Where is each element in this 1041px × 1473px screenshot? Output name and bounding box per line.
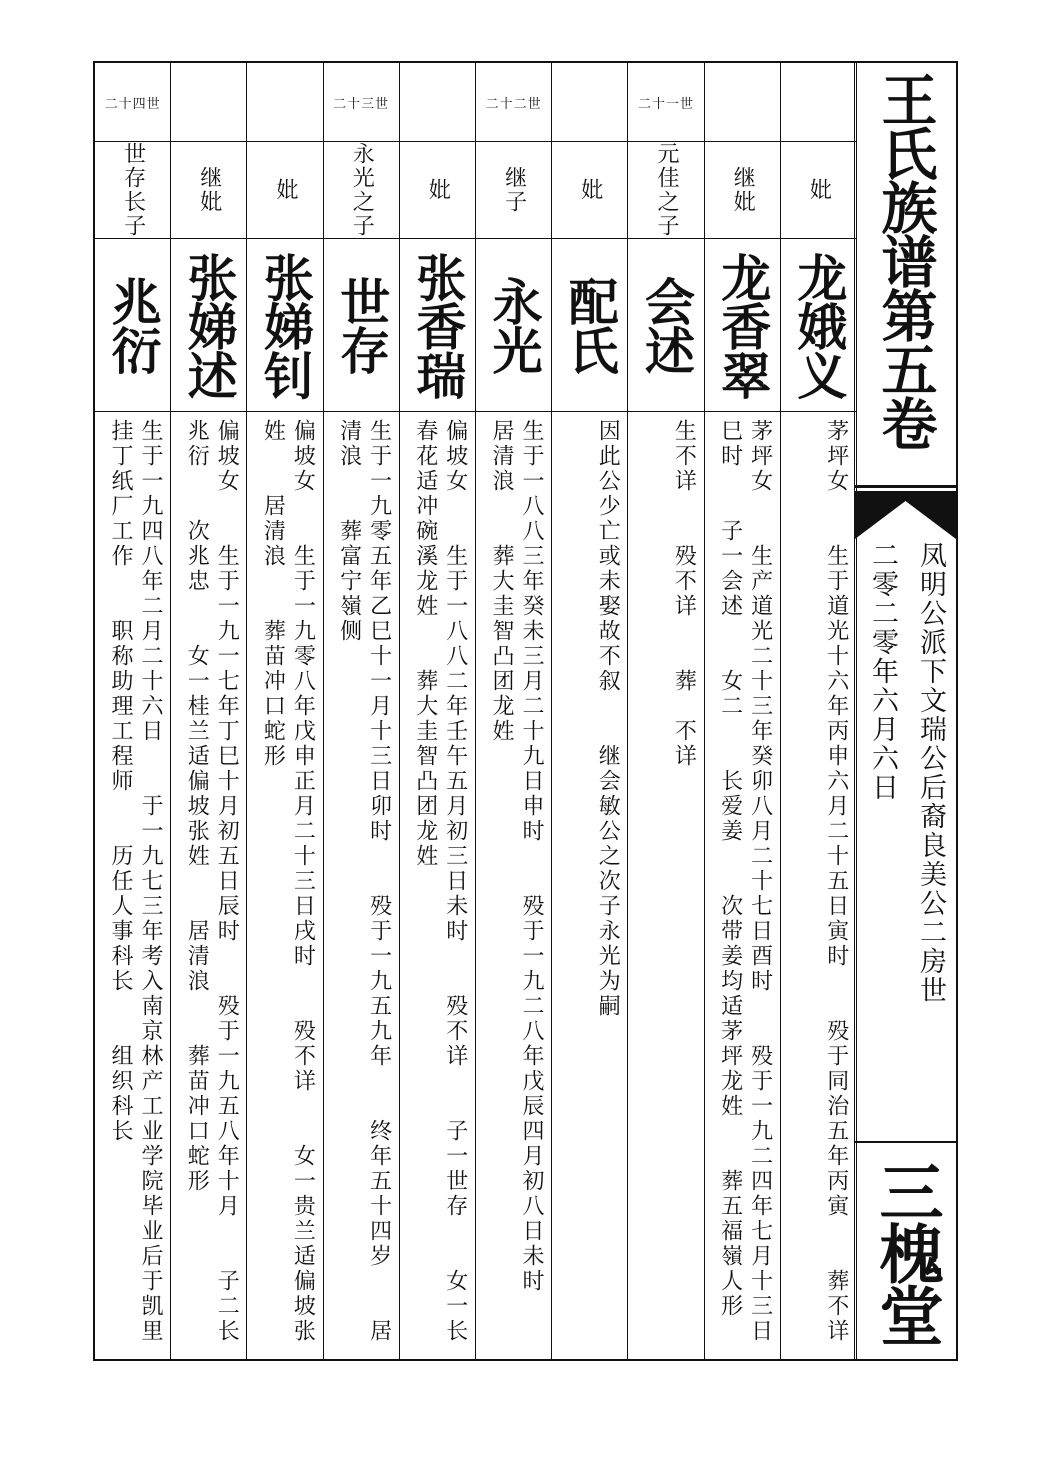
relation-label: 妣 <box>272 178 298 202</box>
generation-label <box>705 63 780 142</box>
relation-label: 继妣 <box>196 166 222 214</box>
biography-text: 茅坪女 生于道光十六年丙申六月二十五日寅时 殁于同治五年丙寅 葬不详 <box>823 419 849 1344</box>
person-name: 配氏 <box>560 276 620 374</box>
entry-column <box>552 63 628 1359</box>
biography-text: 生于一九零五年乙巳十一月十三日卯时 殁于一九五九年 终年五十四岁 居清浪 葬富宁嶺侧 <box>336 419 392 1344</box>
name-cell <box>476 239 551 412</box>
name-cell <box>400 239 475 412</box>
entry-column <box>171 63 247 1359</box>
relation-label: 世存长子 <box>120 142 146 238</box>
relation-cell <box>247 142 322 239</box>
relation-label: 永光之子 <box>349 142 375 238</box>
branch-lineage: 凤明公派下文瑞公后裔良美公二房世 <box>915 541 946 1005</box>
entry-column <box>400 63 476 1359</box>
name-cell <box>171 239 246 412</box>
person-name: 世存 <box>332 276 392 374</box>
relation-label: 妣 <box>425 178 451 202</box>
relation-cell <box>171 142 246 239</box>
relation-label: 元佳之子 <box>653 142 679 238</box>
person-name: 张娣述 <box>179 251 239 399</box>
compile-date: 二零二零年六月六日 <box>867 541 898 802</box>
relation-cell <box>476 142 551 239</box>
generation-label <box>247 63 322 142</box>
entry-column <box>781 63 857 1359</box>
hall-name <box>855 1143 956 1361</box>
title-sidebar <box>854 63 956 1359</box>
biography-text: 偏坡女 生于一八八二年壬午五月初三日未时 殁不详 子一世存 女一长春花适冲碗溪龙姓 葬大圭智凸团龙姓 <box>412 419 468 1344</box>
title-rule <box>855 485 956 488</box>
person-name: 龙香翠 <box>713 251 773 399</box>
relation-cell <box>95 142 170 239</box>
hall-name-text: 三槐堂 <box>868 1159 944 1345</box>
relation-cell <box>552 142 627 239</box>
entry-column <box>628 63 704 1359</box>
generation-label: 二十三世 <box>324 63 399 142</box>
relation-label: 继妣 <box>730 166 756 214</box>
biography-text: 偏坡女 生于一九一七年丁巳十月初五日辰时 殁于一九五八年十月 子二长兆衍 次兆忠 女一桂兰适偏坡张姓 居清浪 葬苗冲口蛇形 <box>184 419 240 1344</box>
name-cell <box>247 239 322 412</box>
name-cell <box>628 239 703 412</box>
entry-columns <box>95 63 857 1359</box>
name-cell <box>552 239 627 412</box>
biography-text: 因此公少亡或未娶故不叙 继会敏公之次子永光为嗣 <box>595 419 621 1019</box>
generation-label <box>781 63 856 142</box>
biography-text: 生于一八八三年癸未三月二十九日申时 殁于一九二八年戊辰四月初八日未时 居清浪 葬大圭智凸团龙姓 <box>489 419 544 1344</box>
volume-title-text: 王氏族谱第五卷 <box>872 71 939 449</box>
relation-label: 妣 <box>577 178 603 202</box>
genealogy-page <box>93 61 958 1361</box>
person-name: 永光 <box>484 276 544 374</box>
generation-label: 二十二世 <box>476 63 551 142</box>
entry-column <box>247 63 323 1359</box>
generation-label: 二十四世 <box>95 63 170 142</box>
generation-label <box>552 63 627 142</box>
generation-label <box>171 63 246 142</box>
entry-column <box>705 63 781 1359</box>
person-name: 兆衍 <box>103 276 163 374</box>
person-name: 会述 <box>636 276 696 374</box>
biography-text: 生于一九四八年二月二十六日 于一九七三年考入南京林产工业学院毕业后于凯里挂丁纸厂工作 职称助理工程师 历任人事科长 组织科长 <box>108 419 163 1344</box>
person-name: 张娣钊 <box>255 251 315 399</box>
relation-label: 妣 <box>806 178 832 202</box>
entry-column <box>95 63 171 1359</box>
name-cell <box>781 239 856 412</box>
person-name: 张香瑞 <box>408 251 468 399</box>
volume-title <box>855 63 956 483</box>
relation-cell <box>628 142 703 239</box>
fish-tail-ornament-icon <box>855 491 956 539</box>
biography-text: 偏坡女 生于一九零八年戊申正月二十三日戌时 殁不详 女一贵兰适偏坡张姓 居清浪 葬苗冲口蛇形 <box>260 419 316 1344</box>
generation-label: 二十一世 <box>628 63 703 142</box>
biography-text: 生不详 殁不详 葬 不详 <box>671 419 697 769</box>
entry-column <box>476 63 552 1359</box>
name-cell <box>324 239 399 412</box>
name-cell <box>95 239 170 412</box>
relation-cell <box>781 142 856 239</box>
relation-cell <box>400 142 475 239</box>
person-name: 龙娥义 <box>789 251 849 399</box>
generation-label <box>400 63 475 142</box>
biography-text: 茅坪女 生产道光二十三年癸卯八月二十七日酉时 殁于一九二四年七月十三日巳时 子一会述 女二 长爱姜 次带姜均适茅坪龙姓 葬五福嶺人形 <box>717 419 773 1344</box>
relation-cell <box>705 142 780 239</box>
name-cell <box>705 239 780 412</box>
entry-column <box>324 63 400 1359</box>
relation-cell <box>324 142 399 239</box>
relation-label: 继子 <box>501 166 527 214</box>
